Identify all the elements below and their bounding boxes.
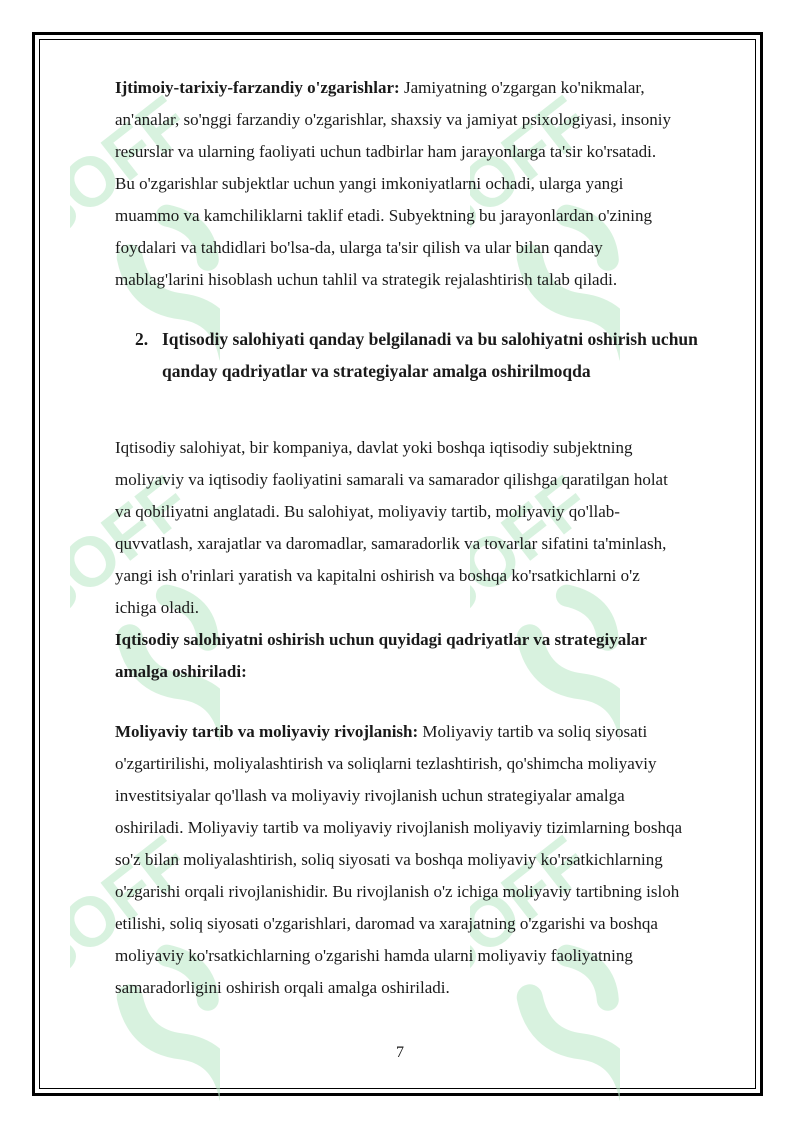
text-line: o'zgartirilishi, moliyalashtirish va soliqlarni tezlashtirish, qo'shimcha moliyaviy (115, 754, 657, 773)
text-line: quvvatlash, xarajatlar va daromadlar, samaradorlik va tovarlar sifatini ta'minlash, (115, 534, 667, 553)
paragraph-financial-development (115, 716, 745, 1004)
text-line: Jamiyatning o'zgargan ko'nikmalar, (399, 78, 645, 97)
heading-line: qanday qadriyatlar va strategiyalar amalga oshirilmoqda (162, 361, 591, 381)
text-line: yangi ish o'rinlari yaratish va kapitalni oshirish va boshqa ko'rsatkichlarni o'z (115, 566, 640, 585)
heading-number: 2. (135, 329, 149, 349)
text-line: etilishi, soliq siyosati o'zgarishlari, daromad va xarajatning o'zgarishi va boshqa (115, 914, 658, 933)
text-line: Iqtisodiy salohiyat, bir kompaniya, davlat yoki boshqa iqtisodiy subjektning (115, 438, 633, 457)
paragraph-lead: Ijtimoiy-tarixiy-farzandiy o'zgarishlar: (115, 78, 400, 97)
svg-text:SOFF: SOFF (470, 461, 604, 638)
paragraph-economic-potential (115, 432, 745, 624)
text-line: oshiriladi. Moliyaviy tartib va moliyaviy rivojlanish moliyaviy tizimlarning boshqa (115, 818, 683, 837)
text-line: so'z bilan moliyalashtirish, soliq siyosati va boshqa moliyaviy ko'rsatkichlarning (115, 850, 663, 869)
text-line: o'zgarishi orqali rivojlanishidir. Bu rivojlanish o'z ichiga moliyaviy tartibning isloh (115, 882, 680, 901)
paragraph-strategies-intro (115, 624, 745, 688)
text-line: amalga oshiriladi: (115, 662, 247, 681)
text-line: va qobiliyatni anglatadi. Bu salohiyat, moliyaviy tartib, moliyaviy qo'llab- (115, 502, 620, 521)
text-line: an'analar, so'nggi farzandiy o'zgarishlar, shaxsiy va jamiyat psixologiyasi, insoniy (115, 110, 671, 129)
text-line: moliyaviy va iqtisodiy faoliyatini samarali va samarador qilishga qaratilgan holat (115, 470, 668, 489)
text-line: investitsiyalar qo'llash va moliyaviy rivojlanish uchun strategiyalar amalga (115, 786, 625, 805)
svg-text:SOFF: SOFF (470, 821, 604, 998)
text-line: mablag'larini hisoblash uchun tahlil va strategik rejalashtirish talab qiladi. (115, 270, 618, 289)
text-line: foydalari va tahdidlari bo'lsa-da, ularga ta'sir qilish va ular bilan qanday (115, 238, 603, 257)
text-line: Iqtisodiy salohiyatni oshirish uchun quyidagi qadriyatlar va strategiyalar (115, 630, 647, 649)
text-line: Bu o'zgarishlar subjektlar uchun yangi imkoniyatlarni ochadi, ularga yangi (115, 174, 624, 193)
section-heading (115, 323, 762, 387)
page-content (115, 72, 745, 1004)
paragraph-lead: Moliyaviy tartib va moliyaviy rivojlanish: (115, 722, 419, 741)
text-line: ichiga oladi. (115, 598, 200, 617)
page-number: 7 (396, 1044, 404, 1061)
svg-text:SOFF: SOFF (70, 461, 204, 638)
paragraph-social-historical (115, 72, 745, 296)
text-line: moliyaviy ko'rsatkichlarning o'zgarishi hamda ularni moliyaviy faoliyatning (115, 946, 633, 965)
text-line: samaradorligini oshirish orqali amalga oshiriladi. (115, 978, 450, 997)
svg-text:SOFF: SOFF (70, 821, 204, 998)
heading-line: Iqtisodiy salohiyati qanday belgilanadi va bu salohiyatni oshirish uchun (162, 329, 698, 349)
text-line: Moliyaviy tartib va soliq siyosati (418, 722, 648, 741)
svg-text:SOFF: SOFF (70, 81, 204, 258)
text-line: resurslar va ularning faoliyati uchun tadbirlar ham jarayonlarga ta'sir ko'rsatadi. (115, 142, 657, 161)
svg-text:SOFF: SOFF (470, 81, 604, 258)
text-line: muammo va kamchiliklarni taklif etadi. Subyektning bu jarayonlardan o'zining (115, 206, 653, 225)
